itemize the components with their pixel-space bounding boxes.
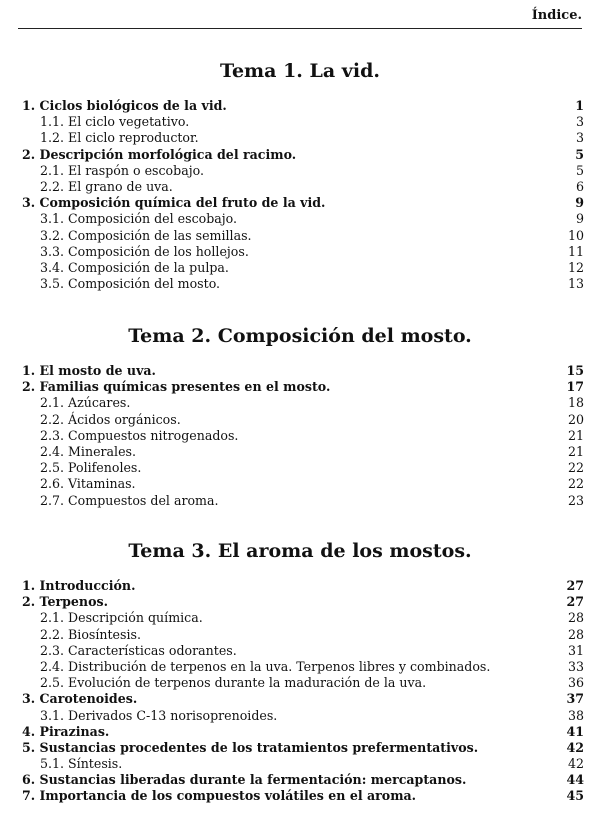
toc-entry: [22, 114, 584, 130]
toc-entry-title: 2.1. El raspón o escobajo.: [40, 162, 204, 178]
toc-entry-page: 22: [567, 476, 584, 492]
toc-entry: [22, 211, 584, 227]
toc-entry: [22, 493, 584, 509]
toc-entry-title: 2.3. Compuestos nitrogenados.: [40, 427, 239, 443]
toc-entry: [22, 476, 584, 492]
toc-entry-title: 2.7. Compuestos del aroma.: [40, 492, 219, 508]
toc-entry-title: 3. Composición química del fruto de la vid.: [22, 195, 326, 211]
toc-entry-title: 2.3. Características odorantes.: [40, 642, 237, 658]
toc-entry-title: 2.2. Biosíntesis.: [40, 626, 141, 642]
toc-entry-page: 9: [575, 195, 584, 211]
toc-entry-page: 15: [566, 363, 584, 378]
toc-entry-page: 28: [567, 610, 584, 626]
toc-entry: [22, 643, 584, 659]
toc-entry-title: 2.2. El grano de uva.: [40, 178, 173, 194]
toc-entry-page: 37: [566, 691, 584, 707]
toc-entry-page: 42: [566, 739, 584, 755]
toc-entry-title: 1.2. El ciclo reproductor.: [40, 130, 199, 146]
tema-3-toc: [22, 578, 584, 805]
toc-entry-title: 2.2. Ácidos orgánicos.: [40, 411, 181, 427]
toc-entry-page: 27: [566, 594, 584, 610]
toc-entry-page: 18: [567, 395, 584, 411]
toc-entry: [22, 147, 584, 163]
toc-entry: [22, 428, 584, 444]
tema-1-toc: [22, 98, 584, 292]
toc-entry-page: 5: [575, 162, 584, 178]
toc-entry-page: 17: [566, 379, 584, 395]
toc-entry-page: 11: [567, 243, 584, 259]
toc-entry-page: 33: [567, 658, 584, 674]
toc-entry: [22, 444, 584, 460]
toc-entry-page: 12: [567, 259, 584, 275]
header-title: Índice.: [531, 8, 582, 23]
toc-entry-title: 4. Pirazinas.: [22, 723, 110, 739]
toc-entry: [22, 627, 584, 643]
toc-entry: [22, 130, 584, 146]
toc-entry-page: 21: [567, 443, 584, 459]
toc-entry-title: 2. Descripción morfológica del racimo.: [22, 146, 297, 162]
toc-entry-page: 38: [567, 707, 584, 723]
toc-entry-title: 6. Sustancias liberadas durante la fermentación: mercaptanos.: [22, 772, 467, 788]
toc-entry: [22, 412, 584, 428]
toc-entry-page: 27: [566, 578, 584, 593]
tema-2-toc: [22, 363, 584, 509]
toc-entry-title: 3.1. Composición del escobajo.: [40, 211, 238, 227]
toc-entry-title: 5.1. Síntesis.: [40, 756, 123, 772]
toc-entry-title: 1. Introducción.: [22, 578, 136, 593]
toc-entry-title: 7. Importancia de los compuestos volátiles en el aroma.: [22, 788, 417, 804]
toc-entry-title: 2.4. Minerales.: [40, 443, 136, 459]
tema-2-title: Tema 2. Composición del mosto.: [128, 325, 472, 347]
toc-entry-page: 3: [575, 114, 584, 130]
toc-entry-page: 41: [566, 723, 584, 739]
toc-entry: [22, 756, 584, 772]
toc-entry-title: 2.1. Azúcares.: [40, 395, 131, 411]
toc-entry: [22, 276, 584, 292]
toc-entry-page: 22: [567, 460, 584, 476]
toc-entry-page: 42: [567, 756, 584, 772]
toc-entry-page: 20: [567, 411, 584, 427]
toc-entry: [22, 98, 584, 114]
toc-entry-page: 21: [567, 427, 584, 443]
toc-entry-title: 2.5. Polifenoles.: [40, 460, 142, 476]
toc-entry-page: 31: [567, 642, 584, 658]
toc-entry-title: 2.6. Vitaminas.: [40, 476, 136, 492]
toc-entry: [22, 244, 584, 260]
toc-entry-page: 6: [575, 178, 584, 194]
toc-entry: [22, 691, 584, 707]
toc-entry-page: 9: [575, 211, 584, 227]
toc-entry-title: 2.1. Descripción química.: [40, 610, 203, 626]
toc-entry-page: 44: [566, 772, 584, 788]
toc-entry: [22, 740, 584, 756]
toc-entry-title: 3.1. Derivados C-13 norisoprenoides.: [40, 707, 278, 723]
page-header: [18, 8, 582, 29]
toc-entry: [22, 163, 584, 179]
toc-entry-page: 3: [575, 130, 584, 146]
toc-entry: [22, 724, 584, 740]
toc-entry-title: 1.1. El ciclo vegetativo.: [40, 114, 190, 130]
toc-entry: [22, 610, 584, 626]
tema-1-title: Tema 1. La vid.: [220, 60, 380, 82]
toc-entry-title: 1. El mosto de uva.: [22, 363, 156, 378]
toc-entry-title: 3. Carotenoides.: [22, 691, 138, 707]
tema-3-title: Tema 3. El aroma de los mostos.: [128, 540, 472, 562]
toc-entry-page: 13: [567, 276, 584, 292]
toc-entry-title: 3.5. Composición del mosto.: [40, 276, 221, 292]
toc-entry: [22, 395, 584, 411]
toc-entry-title: 2. Terpenos.: [22, 594, 108, 610]
toc-entry: [22, 594, 584, 610]
toc-entry: [22, 659, 584, 675]
toc-entry-title: 2.5. Evolución de terpenos durante la maduración de la uva.: [40, 675, 427, 691]
toc-entry: [22, 379, 584, 395]
toc-entry-page: 1: [575, 98, 584, 113]
toc-entry-title: 1. Ciclos biológicos de la vid.: [22, 98, 227, 113]
toc-entry-title: 3.3. Composición de los hollejos.: [40, 243, 249, 259]
toc-entry: [22, 708, 584, 724]
toc-entry: [22, 772, 584, 788]
toc-entry: [22, 228, 584, 244]
toc-entry: [22, 363, 584, 379]
toc-entry: [22, 179, 584, 195]
toc-entry-page: 36: [567, 675, 584, 691]
toc-entry: [22, 460, 584, 476]
toc-entry: [22, 260, 584, 276]
toc-entry: [22, 195, 584, 211]
toc-entry: [22, 578, 584, 594]
toc-entry-title: 5. Sustancias procedentes de los tratamientos prefermentativos.: [22, 739, 479, 755]
toc-entry: [22, 675, 584, 691]
toc-entry-title: 2. Familias químicas presentes en el mosto.: [22, 379, 331, 395]
toc-entry-page: 45: [566, 788, 584, 804]
toc-entry-page: 10: [567, 227, 584, 243]
toc-entry-page: 5: [575, 146, 584, 162]
toc-entry-page: 23: [567, 492, 584, 508]
toc-entry-title: 3.2. Composición de las semillas.: [40, 227, 252, 243]
toc-entry: [22, 788, 584, 804]
toc-entry-title: 3.4. Composición de la pulpa.: [40, 259, 229, 275]
toc-entry-title: 2.4. Distribución de terpenos en la uva. Terpenos libres y combinados.: [40, 658, 491, 674]
toc-entry-page: 28: [567, 626, 584, 642]
